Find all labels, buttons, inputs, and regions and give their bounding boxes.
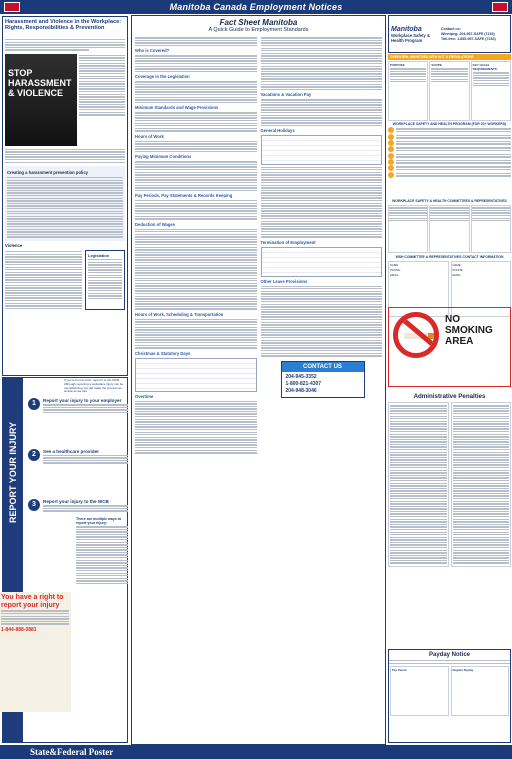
safework-header	[388, 15, 511, 53]
wcb-intro: If you're hurt at work, report it to the WCB. Although reporting a workplace injury can be overwhelming, we will make the process as simple as we can.	[64, 378, 124, 394]
committee-heading: WORKPLACE SAFETY & HEALTH COMMITTEES & REPRESENTATIVES	[392, 199, 507, 203]
wcb-ways-heading: There are multiple ways to report your injury:	[76, 516, 122, 525]
section-heading: General Holidays	[260, 128, 295, 134]
contact-label: EMAIL:	[452, 273, 462, 277]
header-title: Manitoba Canada Employment Notices	[169, 2, 343, 12]
section-heading: Termination of Employment	[260, 239, 316, 245]
program-bullet-icon	[388, 127, 394, 133]
step-title: Report your injury to the WCB	[43, 499, 109, 504]
right-flag-icon	[492, 2, 508, 12]
harassment-title: Harassment and Violence in the Workplace: Rights, Responsibilities & Prevention	[5, 19, 122, 32]
stop-harassment-text: STOP HARASSMENT & VIOLENCE	[8, 67, 72, 98]
overview-col-title: KEY LEGAL REQUIREMENTS	[472, 63, 497, 71]
section-heading: Minimum Standards and Wage Provisions	[135, 105, 219, 111]
left-flag-icon	[4, 2, 20, 12]
harassment-side-text	[79, 54, 125, 146]
no-smoking-icon	[393, 312, 439, 358]
violence-heading: Violence	[5, 242, 23, 248]
program-bullet-icon	[388, 140, 394, 146]
wcb-phone: 1-844-888-0881	[1, 626, 37, 633]
program-bullet-icon	[388, 134, 394, 140]
program-bullet-icon	[388, 153, 394, 159]
legislation-title: Legislation	[88, 252, 110, 258]
step-number-badge: 1	[28, 398, 40, 410]
calendar-table	[135, 358, 257, 392]
program-bullet-icon	[388, 159, 394, 165]
overview-columns	[388, 61, 511, 121]
stop-harassment-image	[5, 54, 77, 146]
overview-col-title: PURPOSE	[390, 63, 405, 67]
program-bullet-icon	[388, 146, 394, 152]
step-title: Report your injury to your employer	[43, 398, 122, 403]
safework-winnipeg: Winnipeg: 204-957-SAFE (7233)	[441, 31, 495, 36]
factsheet-left-col	[135, 36, 257, 455]
contact-label: EMAIL:	[390, 273, 400, 277]
factsheet-subtitle: A Quick Guide to Employment Standards	[208, 27, 309, 33]
section-heading: Overtime	[135, 393, 154, 399]
contact-label: NAME:	[390, 263, 399, 267]
factsheet-right-col	[261, 36, 383, 455]
payday-title: Payday Notice	[428, 652, 471, 658]
section-heading: Vacations & Vacation Pay	[260, 92, 312, 98]
payday-field: Regular Payday	[452, 668, 474, 673]
wcb-step-list	[28, 398, 128, 585]
harassment-intro-text	[5, 39, 125, 51]
no-smoking-sign	[388, 307, 511, 387]
policy-heading: Creating a harassment prevention policy	[7, 169, 88, 175]
payday-table-left	[390, 666, 449, 716]
program-list	[388, 127, 511, 197]
penalties-title: Administrative Penalties	[413, 393, 486, 400]
section-heading: Coverage in the Legislation	[135, 74, 190, 80]
no-smoking-line3: AREA	[445, 336, 474, 347]
termination-table	[261, 247, 383, 277]
program-bullet-icon	[388, 165, 394, 171]
footer-logo: State&Federal Poster	[30, 747, 114, 757]
wcb-step-3	[28, 499, 128, 513]
contact-title: CONTACT US	[282, 362, 364, 372]
step-title: See a healthcare provider	[43, 448, 99, 454]
step-number-badge: 2	[28, 449, 40, 461]
wcb-step-2	[28, 449, 128, 466]
wcb-vertical-title: REPORT YOUR INJURY	[8, 421, 18, 523]
holiday-table	[261, 135, 383, 165]
safework-brand: Manitoba	[391, 25, 422, 33]
safework-tollfree: Toll-free: 1-855-957-SAFE (7233)	[441, 36, 496, 41]
contact-phone-3: 204-948-3046	[285, 387, 317, 394]
contact-phone-1: 204-945-3352	[285, 373, 317, 380]
header-bar	[0, 0, 512, 14]
section-heading: Paying Minimum Conditions	[135, 154, 192, 160]
penalties-panel	[388, 391, 511, 646]
program-bullet-icon	[388, 172, 394, 178]
payday-field: Pay Period	[392, 668, 407, 673]
section-heading: Christmas & Statutory Days	[135, 350, 191, 356]
committee-columns	[388, 205, 511, 253]
safework-contact: Contact us:	[441, 26, 461, 31]
contact-label: PHONE:	[452, 268, 464, 272]
legislation-box	[85, 250, 125, 310]
payday-table-right	[451, 666, 510, 716]
factsheet-title: Fact Sheet Manitoba	[219, 18, 298, 27]
contact-phone-2: 1-800-821-4307	[285, 380, 322, 387]
section-heading: Who is Covered?	[135, 48, 170, 54]
program-heading: WORKPLACE SAFETY AND HEALTH PROGRAM (FOR 20+ WORKERS)	[392, 122, 507, 126]
factsheet-column	[131, 15, 386, 745]
payday-notice	[388, 649, 511, 743]
section-heading: Pay Periods, Pay Statements & Records Keeping	[135, 193, 233, 199]
section-heading: Hours of Work	[135, 133, 164, 139]
contact-box	[281, 361, 365, 398]
footer-bar	[0, 745, 512, 759]
overview-bar: OVERVIEW: MANITOBA WSH ACT & REGULATIONS	[388, 54, 511, 60]
no-smoking-line1: NO	[445, 314, 460, 325]
section-heading: Deduction of Wages	[135, 221, 176, 227]
safework-column	[387, 15, 512, 745]
overview-col-title: SCOPE	[431, 63, 442, 67]
section-heading: Other Leave Provisions	[260, 278, 308, 284]
safework-brand-sub: Workplace Safety & Health Program	[391, 32, 431, 43]
contact-info-heading: WSH COMMITTEE & REPRESENTATIVES CONTACT INFORMATION	[395, 255, 504, 259]
step-number-badge: 3	[28, 499, 40, 511]
contact-label: PHONE:	[390, 268, 401, 272]
wcb-step-1	[28, 398, 128, 415]
contact-label: NAME:	[452, 263, 462, 267]
no-smoking-line2: SMOKING	[445, 325, 493, 336]
wcb-right-heading: You have a right to report your injury	[1, 594, 64, 609]
section-heading: Hours of Work, Scheduling & Transportation	[135, 311, 224, 317]
wcb-vertical-band	[1, 378, 64, 742]
